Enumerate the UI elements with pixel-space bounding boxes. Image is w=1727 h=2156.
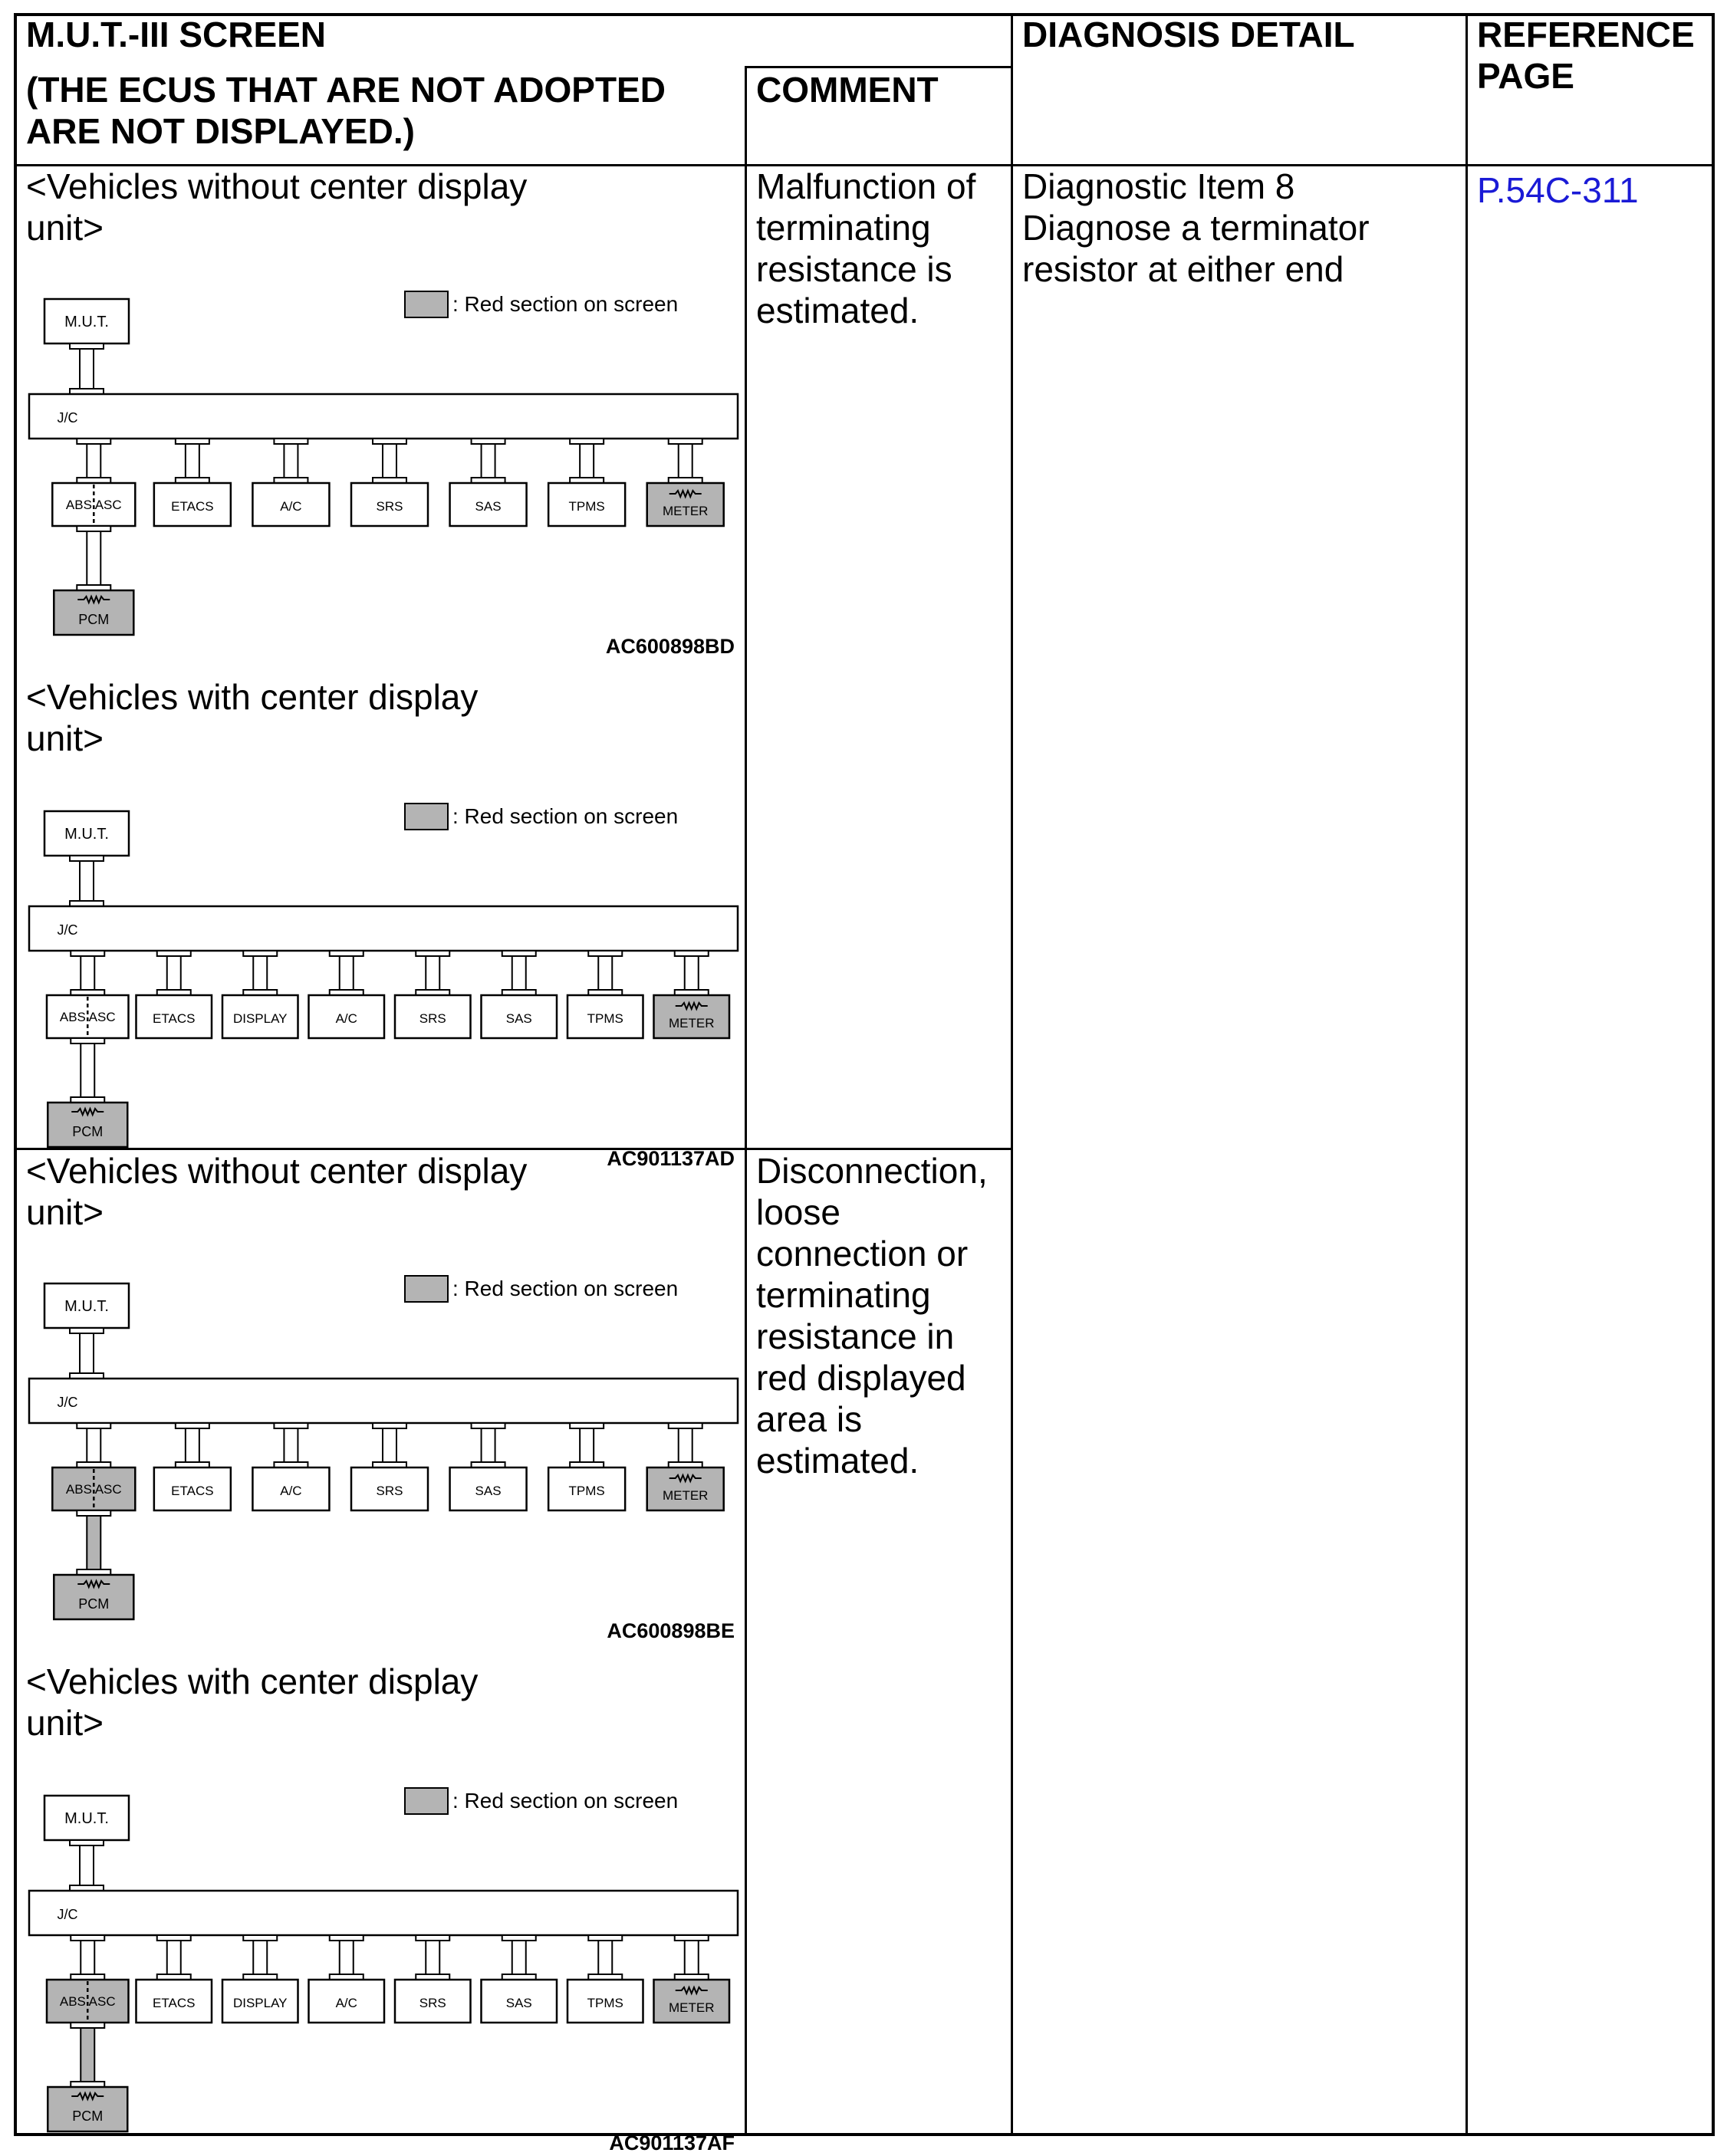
ecu-label-ac: A/C [280,1484,302,1498]
ecu-connector-sas-cap-top [502,951,536,956]
ecu-connector-sas-shaft [512,956,526,990]
ecu-label-tpms: TPMS [568,499,605,514]
legend-swatch [405,1788,448,1814]
ecu-connector-display-shaft [253,956,267,990]
ecu-connector-tpms-cap-top [588,1935,622,1941]
column-divider-diagnosis [1011,13,1013,2136]
ecu-connector-etacs-cap-top [176,1423,209,1428]
ecu-connector-srs-cap-top [416,1935,449,1941]
ecu-label-meter: METER [662,504,709,518]
column-divider-comment [745,66,747,2135]
ecu-connector-sas [472,439,505,483]
ecu-connector-ac-shaft [284,444,298,478]
ecu-connector-ac-cap-top [330,951,363,956]
ecu-connector-ac [274,439,308,483]
abs-connector [71,951,104,995]
ecu-connector-srs [373,439,406,483]
ecu-connector-display-cap-top [243,951,277,956]
abs-connector [71,1935,104,1980]
legend-text: : Red section on screen [452,804,679,828]
abs-connector [77,1423,110,1467]
ecu-label-ac: A/C [280,499,302,514]
figure-code: AC901137AF [609,2131,735,2154]
abs-connector-cap-top [71,951,104,956]
legend-text: : Red section on screen [452,1277,679,1300]
abs-asc-label: ABS ASC [59,1010,116,1024]
ecu-label-tpms: TPMS [568,1484,605,1498]
header-screen-subtitle-line2: ARE NOT DISPLAYED.) [26,111,415,151]
ecu-connector-meter-shaft [685,956,699,990]
mut-connector-shaft [80,1845,94,1885]
ecu-label-sas: SAS [475,499,502,514]
ecu-label-display: DISPLAY [232,1011,288,1026]
ecu-label-etacs: ETACS [153,1011,196,1026]
header-comment: COMMENT [756,70,939,110]
ecu-connector-sas [472,1423,505,1467]
abs-connector-cap-top [77,439,110,444]
pcm-connector-cap-top [71,2023,104,2028]
abs-connector [77,439,110,483]
fig1-can-bus-diagram [21,261,742,659]
ecu-connector-meter-cap-top [669,439,702,444]
mut-connector-shaft [80,861,94,901]
legend-swatch [405,291,448,317]
ecu-connector-ac [330,951,363,995]
ecu-connector-sas-shaft [482,1428,495,1462]
ecu-connector-meter-shaft [685,1941,699,1974]
pcm-connector-shaft [81,1043,94,1097]
pcm-label: PCM [72,1124,104,1139]
ecu-connector-tpms [570,439,604,483]
jc-bus [29,1379,738,1423]
header-reference-page-line2: PAGE [1477,56,1574,96]
figure-code: AC901137AD [607,1147,735,1170]
ecu-connector-etacs-shaft [186,1428,199,1462]
jc-bus [29,394,738,439]
ecu-connector-ac-shaft [340,956,354,990]
mut-label: M.U.T. [64,1298,109,1315]
ecu-connector-srs-shaft [426,1941,439,1974]
header-screen-subtitle-line1: (THE ECUS THAT ARE NOT ADOPTED [26,70,666,110]
fig3-caption: <Vehicles without center display unit> [26,1151,528,1232]
ecu-connector-sas [502,1935,536,1980]
ecu-label-meter: METER [662,1488,709,1503]
header-reference-page-line1: REFERENCE [1477,15,1695,54]
mut-connector-cap-top [70,343,104,349]
ecu-connector-tpms-cap-top [588,951,622,956]
ecu-connector-srs [373,1423,406,1467]
ecu-connector-meter-shaft [679,444,692,478]
pcm-connector-shaft [87,1516,100,1569]
ecu-connector-ac-shaft [340,1941,354,1974]
pcm-connector [71,2023,104,2087]
ecu-connector-etacs-cap-top [176,439,209,444]
row2-comment: Disconnection, loose connection or terminating resistance in red displayed area is estimated. [756,1151,988,1481]
ecu-connector-ac-cap-top [274,439,308,444]
ecu-connector-srs-cap-top [373,439,406,444]
ecu-connector-srs-shaft [426,956,439,990]
ecu-connector-meter-cap-top [669,1423,702,1428]
ecu-connector-tpms [570,1423,604,1467]
ecu-connector-sas [502,951,536,995]
ecu-connector-meter [675,951,709,995]
mut-label: M.U.T. [64,826,109,843]
ecu-label-tpms: TPMS [587,1996,623,2010]
fig2-caption: <Vehicles with center display unit> [26,677,479,758]
ecu-connector-ac [274,1423,308,1467]
fig4-can-bus-diagram [21,1757,742,2156]
mut-connector [70,1840,104,1891]
ecu-label-display: DISPLAY [232,1996,288,2010]
legend-swatch [405,1276,448,1302]
ecu-connector-etacs [176,439,209,483]
ecu-connector-display [243,1935,277,1980]
ecu-connector-tpms [588,951,622,995]
pcm-connector-cap-top [77,1510,110,1516]
ecu-label-etacs: ETACS [171,499,214,514]
ecu-label-meter: METER [669,1016,715,1030]
legend-swatch [405,804,448,830]
ecu-connector-tpms-shaft [598,1941,612,1974]
abs-connector-shaft [81,1941,94,1974]
ecu-connector-meter [675,1935,709,1980]
ecu-label-srs: SRS [376,1484,403,1498]
ecu-connector-etacs [157,1935,191,1980]
ecu-connector-srs-shaft [383,1428,396,1462]
column-divider-reference [1465,13,1468,2136]
ecu-connector-ac [330,1935,363,1980]
abs-connector-cap-top [77,1423,110,1428]
ecu-label-etacs: ETACS [171,1484,214,1498]
jc-label: J/C [57,410,78,426]
mut-label: M.U.T. [64,1810,109,1827]
jc-bus [29,1891,738,1935]
pcm-connector [77,1510,110,1575]
ecu-label-tpms: TPMS [587,1011,623,1026]
ecu-connector-srs [416,1935,449,1980]
ecu-connector-etacs-cap-top [157,951,191,956]
mut-connector-shaft [80,1333,94,1373]
ecu-connector-ac-cap-top [330,1935,363,1941]
pcm-connector-shaft [87,531,100,585]
pcm-label: PCM [78,612,110,627]
ecu-connector-etacs [176,1423,209,1467]
ecu-connector-srs-cap-top [416,951,449,956]
mut-connector [70,343,104,394]
figure-code: AC600898BE [607,1619,735,1642]
ecu-connector-ac-cap-top [274,1423,308,1428]
fig2-can-bus-diagram [21,773,742,1172]
ecu-label-srs: SRS [419,1011,446,1026]
ecu-connector-tpms-shaft [598,956,612,990]
header-subrule-comment [745,66,1013,68]
ecu-connector-meter [669,439,702,483]
table-border-left [14,13,17,2136]
jc-label: J/C [57,922,78,938]
header-diagnosis-detail: DIAGNOSIS DETAIL [1022,15,1355,54]
pcm-label: PCM [72,2108,104,2124]
ecu-connector-meter [669,1423,702,1467]
ecu-connector-meter-cap-top [675,1935,709,1941]
ecu-label-sas: SAS [475,1484,502,1498]
pcm-connector-shaft [81,2028,94,2082]
row1-diagnosis-detail: Diagnostic Item 8 Diagnose a terminator resistor at either end [1022,166,1370,289]
mut-connector-shaft [80,349,94,389]
pcm-connector-cap-top [77,526,110,531]
ecu-connector-etacs-shaft [167,1941,181,1974]
mut-connector-cap-top [70,856,104,861]
jc-bus [29,906,738,951]
abs-connector-shaft [81,956,94,990]
ecu-connector-tpms-cap-top [570,439,604,444]
ecu-connector-etacs-cap-top [157,1935,191,1941]
legend-text: : Red section on screen [452,1789,679,1813]
ecu-connector-tpms-cap-top [570,1423,604,1428]
fig4-caption: <Vehicles with center display unit> [26,1661,479,1743]
jc-label: J/C [57,1907,78,1922]
fig1-caption: <Vehicles without center display unit> [26,166,528,248]
jc-label: J/C [57,1395,78,1410]
ecu-label-sas: SAS [505,1011,532,1026]
ecu-connector-sas-cap-top [472,1423,505,1428]
ecu-label-srs: SRS [376,499,403,514]
ecu-connector-sas-cap-top [502,1935,536,1941]
row1-reference-page-link[interactable]: P.54C-311 [1477,170,1639,210]
mut-connector-cap-top [70,1840,104,1845]
ecu-label-ac: A/C [335,1996,357,2010]
ecu-connector-srs [416,951,449,995]
ecu-connector-tpms [588,1935,622,1980]
ecu-connector-etacs-shaft [167,956,181,990]
ecu-connector-tpms-shaft [580,444,594,478]
row1-comment: Malfunction of terminating resistance is estimated. [756,166,976,330]
legend-text: : Red section on screen [452,292,679,316]
ecu-connector-tpms-shaft [580,1428,594,1462]
table-border-right [1712,13,1715,2136]
ecu-connector-srs-shaft [383,444,396,478]
ecu-label-etacs: ETACS [153,1996,196,2010]
mut-connector [70,1328,104,1379]
abs-connector-shaft [87,1428,100,1462]
pcm-connector [71,1038,104,1103]
ecu-connector-display-cap-top [243,1935,277,1941]
header-screen-title: M.U.T.-III SCREEN [26,15,327,54]
ecu-label-ac: A/C [335,1011,357,1026]
ecu-label-meter: METER [669,2000,715,2015]
abs-asc-label: ABS ASC [65,1482,122,1497]
ecu-connector-sas-shaft [512,1941,526,1974]
ecu-connector-meter-cap-top [675,951,709,956]
ecu-connector-etacs-shaft [186,444,199,478]
ecu-label-srs: SRS [419,1996,446,2010]
ecu-connector-sas-shaft [482,444,495,478]
abs-connector-shaft [87,444,100,478]
ecu-connector-ac-shaft [284,1428,298,1462]
pcm-connector-cap-top [71,1038,104,1043]
figure-code: AC600898BD [605,635,735,658]
pcm-label: PCM [78,1596,110,1612]
pcm-connector [77,526,110,590]
mut-label: M.U.T. [64,314,109,330]
ecu-connector-srs-cap-top [373,1423,406,1428]
mut-connector [70,856,104,906]
mut-connector-cap-top [70,1328,104,1333]
abs-asc-label: ABS ASC [59,1994,116,2009]
ecu-connector-sas-cap-top [472,439,505,444]
ecu-connector-display-shaft [253,1941,267,1974]
ecu-label-sas: SAS [505,1996,532,2010]
abs-asc-label: ABS ASC [65,498,122,512]
ecu-connector-meter-shaft [679,1428,692,1462]
ecu-connector-etacs [157,951,191,995]
fig3-can-bus-diagram [21,1245,742,1644]
ecu-connector-display [243,951,277,995]
abs-connector-cap-top [71,1935,104,1941]
